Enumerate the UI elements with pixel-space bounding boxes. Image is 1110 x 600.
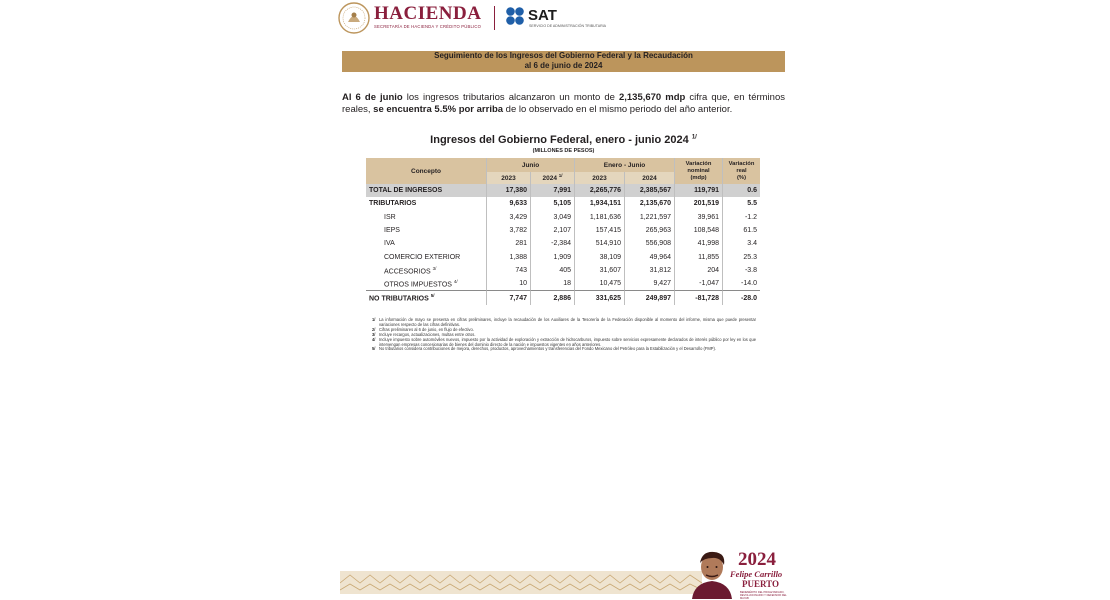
row-label-text: IEPS	[384, 227, 400, 235]
cell-jun2024: 1,909	[530, 250, 574, 263]
cell-var-real: -3.8	[722, 264, 760, 277]
cell-ej2023: 1,181,636	[574, 211, 624, 224]
row-label-text: TRIBUTARIOS	[369, 200, 417, 208]
banner-line-1: Seguimiento de los Ingresos del Gobierno Federal y la Recaudación	[434, 51, 693, 60]
cell-ej2024: 2,385,567	[624, 184, 674, 197]
header-variacion-nominal	[674, 158, 722, 184]
intro-text-3: de lo observado en el mismo periodo del año anterior.	[503, 103, 733, 115]
cell-var-real: 5.5	[722, 197, 760, 210]
header-jun-2023: 2023	[486, 172, 530, 184]
table-row	[366, 250, 760, 263]
footer-name-line-2: PUERTO	[742, 579, 780, 589]
row-label-text: ACCESORIOS	[384, 268, 431, 276]
cell-var-nom: -81,728	[674, 290, 722, 304]
cell-jun2023: 3,429	[486, 211, 530, 224]
table-row	[366, 290, 760, 304]
cell-jun2023: 281	[486, 237, 530, 250]
row-label-text: COMERCIO EXTERIOR	[384, 253, 461, 261]
cell-jun2024: 2,886	[530, 290, 574, 304]
table-row	[366, 277, 760, 290]
header-var-nom-2: nominal	[687, 167, 710, 174]
cell-ej2024: 2,135,670	[624, 197, 674, 210]
footer-decorative-band	[340, 571, 702, 594]
header-jun-2024-note: 1/	[558, 173, 563, 179]
cell-ej2023: 10,475	[574, 277, 624, 290]
footnote-number: 2/	[372, 326, 376, 332]
cell-jun2023: 1,388	[486, 250, 530, 263]
row-label-text: ISR	[384, 213, 396, 221]
footnote-text: La información de mayo se presenta en cifras preliminares, incluye la recaudación de los Auxiliares de la Tesorería de la Federación disponible al momento del informe, misma que puede presentar variaciones respecto de las cifras definitivas.	[379, 317, 756, 327]
hacienda-name: HACIENDA	[374, 3, 482, 24]
header-concepto: Concepto	[366, 158, 486, 184]
table-title-note: 1/	[691, 134, 697, 141]
row-label-text: TOTAL DE INGRESOS	[369, 187, 443, 195]
cell-jun2024: 18	[530, 277, 574, 290]
sat-logo-icon	[505, 6, 525, 26]
cell-ej2024: 31,812	[624, 264, 674, 277]
portrait-illustration	[688, 547, 736, 599]
cell-var-nom: 11,855	[674, 250, 722, 263]
intro-paragraph	[342, 92, 785, 115]
cell-var-real: -14.0	[722, 277, 760, 290]
intro-date: Al 6 de junio	[342, 92, 403, 103]
row-label	[366, 184, 486, 197]
header-ej-2024: 2024	[624, 172, 674, 184]
table-subtitle: (MILLONES DE PESOS)	[532, 148, 595, 154]
intro-amount: 2,135,670 mdp	[618, 92, 686, 103]
header-var-nom-1: Variación	[685, 160, 712, 167]
cell-ej2024: 49,964	[624, 250, 674, 263]
row-label-note: 5/	[430, 293, 435, 299]
header-jun-2024-text: 2024	[542, 175, 557, 183]
cell-ej2024: 265,963	[624, 224, 674, 237]
row-label	[366, 277, 486, 290]
table-title-text: Ingresos del Gobierno Federal, enero - junio 2024	[430, 134, 689, 146]
cell-var-nom: 41,998	[674, 237, 722, 250]
table-row	[366, 211, 760, 224]
row-label	[366, 290, 486, 304]
sat-name: SAT	[528, 7, 557, 24]
footnotes	[372, 318, 756, 352]
cell-ej2023: 331,625	[574, 290, 624, 304]
intro-growth: se encuentra 5.5% por arriba	[373, 103, 504, 115]
footnote-number: 1/	[372, 317, 376, 322]
cell-var-nom: 119,791	[674, 184, 722, 197]
cell-jun2024: 2,107	[530, 224, 574, 237]
cell-jun2023: 9,633	[486, 197, 530, 210]
cell-jun2023: 17,380	[486, 184, 530, 197]
header-variacion-real	[722, 158, 760, 184]
cell-ej2023: 1,934,151	[574, 197, 624, 210]
cell-ej2024: 9,427	[624, 277, 674, 290]
cell-jun2023: 743	[486, 264, 530, 277]
footer-name-line-1: Felipe Carrillo	[730, 569, 783, 579]
header-var-real-1: Variación	[728, 160, 755, 167]
cell-jun2024: 7,991	[530, 184, 574, 197]
table-row	[366, 184, 760, 197]
cell-jun2023: 10	[486, 277, 530, 290]
header-enero-junio: Enero - Junio	[574, 158, 674, 172]
header-var-real-3: (%)	[736, 174, 746, 181]
cell-jun2024: 5,105	[530, 197, 574, 210]
cell-ej2023: 38,109	[574, 250, 624, 263]
cell-ej2024: 249,897	[624, 290, 674, 304]
footnote	[372, 347, 756, 352]
footnote-number: 4/	[372, 336, 376, 342]
sat-subtitle: SERVICIO DE ADMINISTRACIÓN TRIBUTARIA	[529, 24, 607, 28]
row-label-text: NO TRIBUTARIOS	[369, 295, 429, 303]
footer-caption: BENEMÉRITO DEL PROLETARIADO, REVOLUCIONARIO Y DEFENSOR DEL MAYAB	[740, 591, 787, 600]
row-label-text: IVA	[384, 240, 395, 248]
hacienda-seal-logo	[338, 2, 370, 34]
cell-ej2023: 157,415	[574, 224, 624, 237]
header-var-nom-3: (mdp)	[690, 174, 707, 181]
table-row	[366, 237, 760, 250]
cell-var-real: 3.4	[722, 237, 760, 250]
cell-var-nom: -1,047	[674, 277, 722, 290]
footnote-text: Incluye recargos, actualizaciones, multas entre otros.	[379, 331, 476, 337]
cell-ej2023: 514,910	[574, 237, 624, 250]
table-title	[342, 134, 785, 146]
cell-var-nom: 201,519	[674, 197, 722, 210]
cell-ej2023: 31,607	[574, 264, 624, 277]
table-row	[366, 264, 760, 277]
footnote-text: Cifras preliminares al 6 de junio, en flujo de efectivo.	[379, 326, 474, 332]
cell-ej2024: 556,908	[624, 237, 674, 250]
row-label-note: 4/	[453, 279, 458, 285]
table-row	[366, 197, 760, 210]
table-row	[366, 224, 760, 237]
footnote-number: 5/	[372, 346, 376, 352]
row-label-text: OTROS IMPUESTOS	[384, 281, 452, 289]
header-divider	[494, 6, 495, 30]
cell-var-real: 0.6	[722, 184, 760, 197]
header-ej-2023: 2023	[574, 172, 624, 184]
row-label	[366, 250, 486, 263]
footnote-number: 3/	[372, 331, 376, 337]
header-jun-2024	[530, 172, 574, 184]
cell-var-real: -1.2	[722, 211, 760, 224]
row-label	[366, 237, 486, 250]
cell-var-real: -28.0	[722, 290, 760, 304]
cell-jun2024: 3,049	[530, 211, 574, 224]
cell-ej2024: 1,221,597	[624, 211, 674, 224]
row-label	[366, 264, 486, 277]
cell-var-real: 61.5	[722, 224, 760, 237]
footer-year: 2024	[738, 549, 776, 570]
cell-ej2023: 2,265,776	[574, 184, 624, 197]
cell-jun2024: -2,384	[530, 237, 574, 250]
report-banner	[342, 51, 785, 72]
cell-jun2023: 3,782	[486, 224, 530, 237]
cell-var-real: 25.3	[722, 250, 760, 263]
header-var-real-2: real	[736, 167, 747, 174]
cell-var-nom: 204	[674, 264, 722, 277]
cell-var-nom: 39,961	[674, 211, 722, 224]
footnote-text: Incluye impuesto sobre automóviles nuevos, impuesto por la actividad de exploración y extracción de hidrocarburos, impuesto sobre servicios expresamente declarados de interés público por ley en los que intervengan empresas concesionarias de bienes del dominio directo de la nación e impuestos vigentes en años anteriores.	[379, 336, 756, 347]
cell-var-nom: 108,548	[674, 224, 722, 237]
cell-jun2023: 7,747	[486, 290, 530, 304]
intro-text-1: los ingresos tributarios alcanzaron un monto de	[402, 92, 619, 103]
header-junio: Junio	[486, 158, 574, 172]
row-label	[366, 197, 486, 210]
footnote-text: No tributarios considera contribuciones de mejora, derechos, productos, aprovechamientos y transferencias del Fondo Mexicano del Petróleo para la Estabilización y el Desarrollo (FMP).	[379, 346, 716, 352]
hacienda-subtitle: SECRETARÍA DE HACIENDA Y CRÉDITO PÚBLICO	[374, 24, 482, 29]
row-label	[366, 211, 486, 224]
row-label-note: 3/	[432, 265, 437, 271]
intro-text-2: cifra que, en términos reales,	[342, 92, 785, 115]
row-label	[366, 224, 486, 237]
banner-line-2: al 6 de junio de 2024	[524, 61, 603, 70]
cell-jun2024: 405	[530, 264, 574, 277]
revenue-table	[366, 158, 760, 305]
